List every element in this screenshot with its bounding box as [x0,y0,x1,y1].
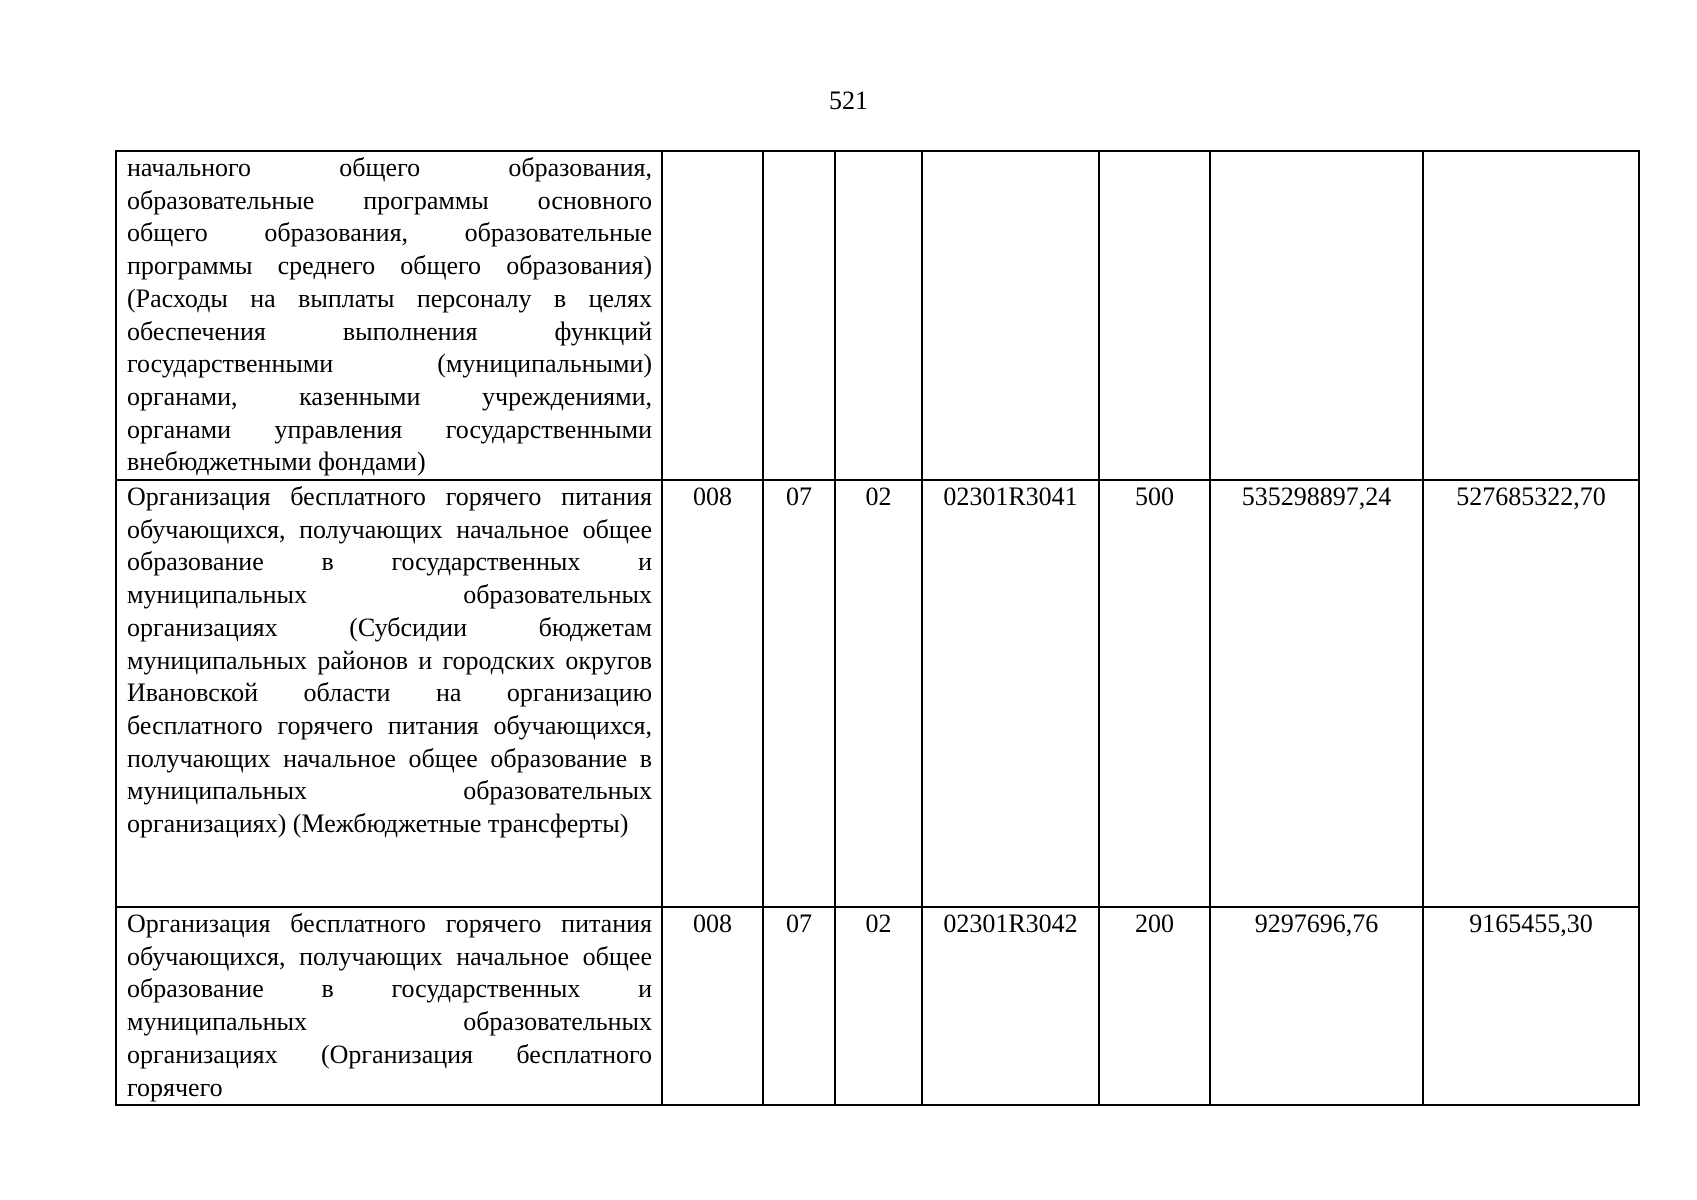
description-cell [116,151,662,480]
amount-year2-cell: 9165455,30 [1423,907,1639,1105]
table-row [116,480,1639,907]
section-code-cell [763,151,835,480]
description-cell [116,480,662,907]
expense-type-cell [1099,151,1210,480]
target-article-cell [922,151,1099,480]
section-code-cell: 07 [763,480,835,907]
ministry-code-cell: 008 [662,907,763,1105]
description-text: начального общего образования, образовательные программы основного общего образования, образовательные программы среднего общего образования) (Расходы на выплаты персоналу в целях обеспечения выполнения функций государственными (муниципальными) органами, казенными учреждениями, органами управления государственными внебюджетными фондами) [127,153,652,477]
expense-type-cell: 500 [1099,480,1210,907]
subsection-code-cell: 02 [835,907,922,1105]
description-text: Организация бесплатного горячего питания обучающихся, получающих начальное общее образование в государственных и муниципальных образовательных организациях (Организация бесплатного горячего [127,909,652,1102]
description-cell [116,907,662,1105]
amount-year1-cell: 9297696,76 [1210,907,1423,1105]
page-number: 521 [829,86,868,115]
subsection-code-cell [835,151,922,480]
table-row [116,151,1639,480]
description-text: Организация бесплатного горячего питания обучающихся, получающих начальное общее образование в государственных и муниципальных образовательных организациях (Субсидии бюджетам муниципальных районов и городских округов Ивановской области на организацию бесплатного горячего питания обучающихся, получающих начальное общее образование в муниципальных образовательных организациях) (Межбюджетные трансферты) [127,482,652,839]
amount-year2-cell [1423,151,1639,480]
amount-year1-cell: 535298897,24 [1210,480,1423,907]
budget-table [115,150,1640,1106]
target-article-cell: 02301R3041 [922,480,1099,907]
section-code-cell: 07 [763,907,835,1105]
subsection-code-cell: 02 [835,480,922,907]
amount-year1-cell [1210,151,1423,480]
target-article-cell: 02301R3042 [922,907,1099,1105]
ministry-code-cell: 008 [662,480,763,907]
amount-year2-cell: 527685322,70 [1423,480,1639,907]
ministry-code-cell [662,151,763,480]
table-row [116,907,1639,1105]
expense-type-cell: 200 [1099,907,1210,1105]
